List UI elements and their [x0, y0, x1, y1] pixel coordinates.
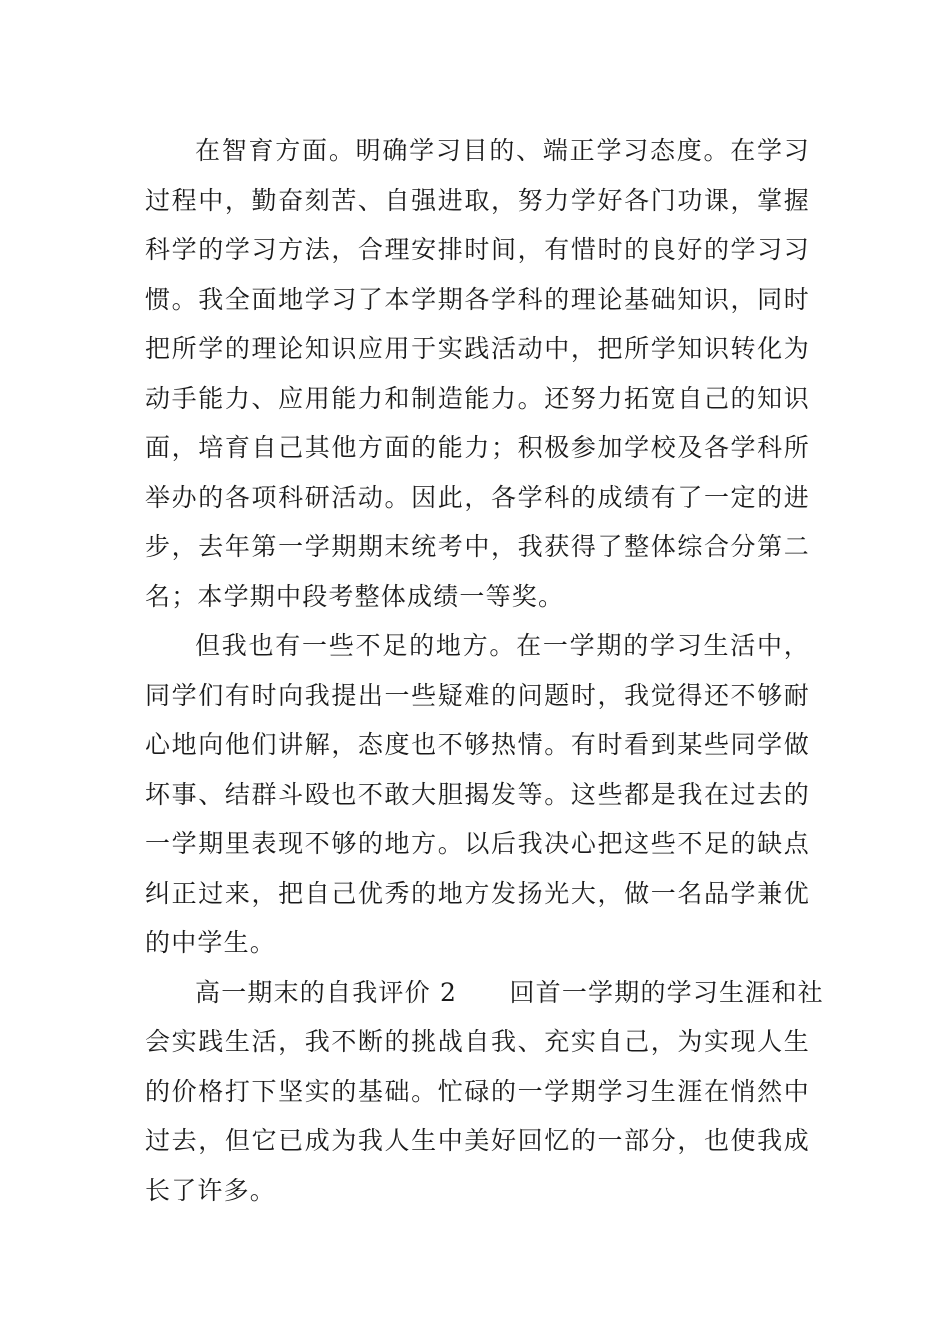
text-line: 一学期里表现不够的地方。以后我决心把这些不足的缺点 — [145, 829, 810, 858]
text-line: 高一期末的自我评价 2 回首一学期的学习生涯和社 — [195, 977, 824, 1007]
text-line: 在智育方面。明确学习目的、端正学习态度。在学习 — [195, 136, 810, 165]
text-line: 但我也有一些不足的地方。在一学期的学习生活中， — [195, 631, 810, 660]
text-line: 名；本学期中段考整体成绩一等奖。 — [145, 581, 565, 611]
text-line: 同学们有时向我提出一些疑难的问题时，我觉得还不够耐 — [145, 680, 810, 710]
paragraph-self-evaluation-2 — [145, 968, 824, 1216]
text-line: 举办的各项科研活动。因此，各学科的成绩有了一定的进 — [145, 482, 810, 512]
text-line: 把所学的理论知识应用于实践活动中，把所学知识转化为 — [145, 334, 810, 363]
text-line: 科学的学习方法，合理安排时间，有惜时的良好的学习习 — [145, 235, 810, 264]
text-line: 坏事、结群斗殴也不敢大胆揭发等。这些都是我在过去的 — [145, 779, 810, 809]
text-line: 的中学生。 — [145, 928, 277, 957]
text-line: 纠正过来，把自己优秀的地方发扬光大，做一名品学兼优 — [145, 878, 810, 908]
text-line: 心地向他们讲解，态度也不够热情。有时看到某些同学做 — [145, 730, 810, 759]
text-line: 过程中，勤奋刻苦、自强进取，努力学好各门功课，掌握 — [145, 185, 810, 215]
text-line: 的价格打下坚实的基础。忙碌的一学期学习生涯在悄然中 — [145, 1076, 810, 1106]
text-line: 长了许多。 — [145, 1175, 277, 1205]
text-line: 会实践生活，我不断的挑战自我、充实自己，为实现人生 — [145, 1027, 810, 1056]
paragraph-shortcomings — [145, 621, 810, 968]
text-line: 过去，但它已成为我人生中美好回忆的一部分，也使我成 — [145, 1126, 810, 1155]
document-body — [145, 126, 824, 1215]
text-line: 步，去年第一学期期末统考中，我获得了整体综合分第二 — [145, 532, 810, 561]
paragraph-academic — [145, 126, 810, 621]
text-line: 惯。我全面地学习了本学期各学科的理论基础知识，同时 — [145, 284, 810, 314]
text-line: 动手能力、应用能力和制造能力。还努力拓宽自己的知识 — [145, 383, 810, 413]
text-line: 面，培育自己其他方面的能力；积极参加学校及各学科所 — [145, 433, 810, 462]
